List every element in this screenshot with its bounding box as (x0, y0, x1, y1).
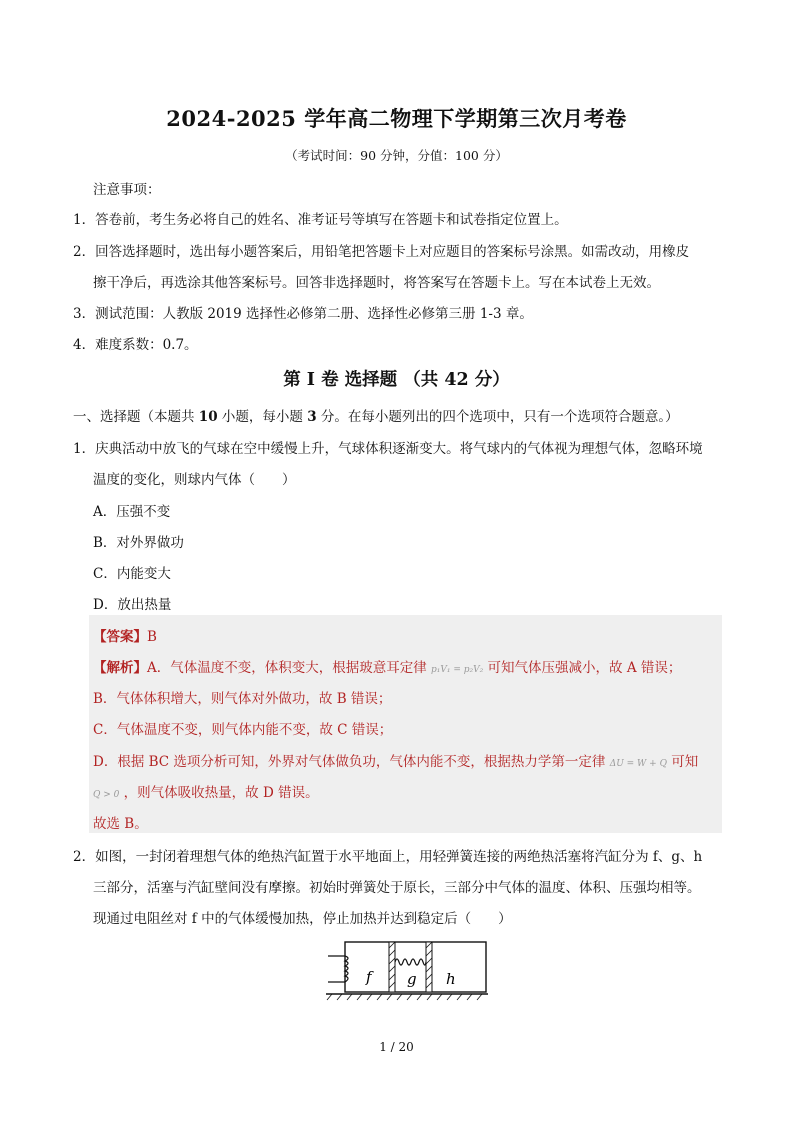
spring-icon (395, 959, 426, 965)
chamber-label-h: h (446, 970, 456, 988)
q1-answer: 【答案】B (93, 629, 157, 645)
notes-heading: 注意事项： (93, 182, 161, 198)
q1-analysis-c: C．气体温度不变，则气体内能不变，故 C 错误； (93, 722, 393, 738)
chamber-label-g: g (407, 970, 417, 988)
note-item-2: 2．回答选择题时，选出每小题答案后，用铅笔把答题卡上对应题目的答案标号涂黑。如需改动，用橡皮 (73, 244, 690, 260)
note-item-2-cont: 擦干净后，再选涂其他答案标号。回答非选择题时，将答案写在答题卡上。写在本试卷上无效。 (93, 275, 660, 291)
q1-stem-line2: 温度的变化，则球内气体（ ） (93, 472, 296, 488)
section-instruction: 一、选择题（本题共 10 小题，每小题 3 分。在每小题列出的四个选项中，只有一个选项符合题意。） (73, 409, 679, 425)
q1-option-a: A．压强不变 (93, 504, 171, 520)
q1-analysis-a: 【解析】A．气体温度不变，体积变大，根据玻意耳定律 p₁V₁ = p₂V₂ 可知气体压强减小，故 A 错误； (93, 660, 682, 676)
q2-stem-line2: 三部分，活塞与汽缸壁间没有摩擦。初始时弹簧处于原长，三部分中气体的温度、体积、压强均相等。 (93, 880, 701, 896)
chamber-label-f: f (366, 968, 372, 986)
note-item-4: 4．难度系数：0.7。 (73, 337, 198, 353)
boyle-law-equation: p₁V₁ = p₂V₂ (431, 665, 484, 675)
q1-analysis-b: B．气体体积增大，则气体对外做功，故 B 错误； (93, 691, 392, 707)
q1-analysis-d: D．根据 BC 选项分析可知，外界对气体做负功，气体内能不变，根据热力学第一定律 ΔU = W + Q 可知 (93, 754, 699, 770)
note-item-1: 1．答卷前，考生务必将自己的姓名、准考证号等填写在答题卡和试卷指定位置上。 (73, 212, 568, 228)
first-law-equation: ΔU = W + Q (609, 759, 667, 769)
q2-stem-line3: 现通过电阻丝对 f 中的气体缓慢加热，停止加热并达到稳定后（ ） (93, 911, 512, 927)
section-title: 第 I 卷 选择题 （共 42 分） (283, 370, 510, 390)
heat-inequality: Q > 0 (93, 790, 120, 800)
q1-conclusion: 故选 B。 (93, 816, 148, 832)
q2-stem-line1: 2．如图，一封闭着理想气体的绝热汽缸置于水平地面上，用轻弹簧连接的两绝热活塞将汽缸分为 f、g、h (73, 849, 703, 865)
q1-analysis-d-cont: Q > 0 ，则气体吸收热量，故 D 错误。 (93, 785, 319, 801)
note-item-3: 3．测试范围：人教版 2019 选择性必修第二册、选择性必修第三册 1-3 章。 (73, 306, 533, 322)
ground-hatch (327, 994, 482, 1000)
q1-option-d: D．放出热量 (93, 597, 172, 613)
exam-info: （考试时间：90 分钟，分值：100 分） (285, 148, 508, 163)
q1-option-c: C．内能变大 (93, 566, 171, 582)
page-number: 1 / 20 (379, 1040, 414, 1054)
q1-option-b: B．对外界做功 (93, 535, 184, 551)
cylinder-diagram (322, 938, 492, 1002)
q1-stem-line1: 1．庆典活动中放飞的气球在空中缓慢上升，气球体积逐渐变大。将气球内的气体视为理想气体，忽略环境 (73, 441, 703, 457)
paper-title: 2024-2025 学年高二物理下学期第三次月考卷 (166, 106, 627, 131)
